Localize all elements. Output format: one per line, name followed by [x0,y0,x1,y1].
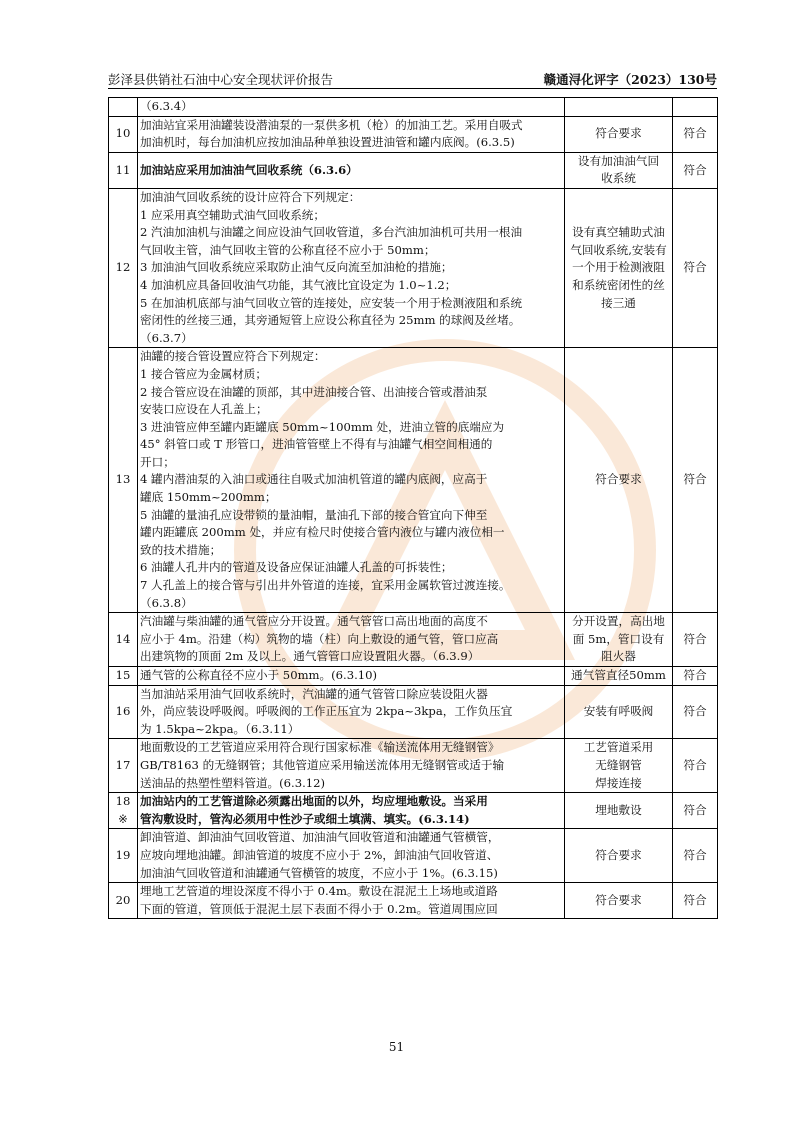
item-number: 20 [109,883,138,919]
requirement-line: 6 油罐人孔井内的管道及设备应保证油罐人孔盖的可拆装性； [140,560,453,575]
actual-status-line: 符合要求 [595,472,642,487]
requirement-line: 7 人孔盖上的接合管与引出井外管道的连接，宜采用金属软管过渡连接。 [140,578,511,593]
actual-status-line: 和系统密闭性的丝 [572,277,665,292]
actual-status-cell [565,667,673,686]
requirement-line: 1 接合管应为金属材质； [140,366,267,381]
actual-status-cell [565,829,673,883]
requirement-line: 加油站应采用加油油气回收系统（6.3.6） [140,162,358,177]
requirement-cell [138,667,565,686]
item-number: 11 [109,152,138,188]
requirement-line: 出建筑物的顶面 2m 及以上。通气管管口应设置阻火器。（6.3.9） [140,649,480,664]
item-number [109,98,138,117]
requirement-line: 3 加油油气回收系统应采取防止油气反向流至加油枪的措施； [140,260,453,275]
table-row [109,829,718,883]
actual-status-cell [565,98,673,117]
actual-status-line: 符合要求 [595,892,642,907]
item-number: 19 [109,829,138,883]
requirement-line: 应小于 4m。沿建（构）筑物的墙（柱）向上敷设的通气管，管口应高 [140,631,499,646]
requirement-line: （6.3.8） [140,595,193,610]
actual-status-line: 焊接连接 [595,775,642,790]
requirement-line: 加油站宜采用油罐装设潜油泵的一泵供多机（枪）的加油工艺。采用自吸式 [140,117,523,132]
actual-status-cell [565,188,673,347]
table-body [109,98,718,919]
actual-status-line: 通气管直径50mm [571,668,666,682]
requirement-line: 1 应采用真空辅助式油气回收系统； [140,207,325,222]
requirement-cell [138,829,565,883]
actual-status-line: 一个用于检测液阻 [572,260,665,275]
requirement-cell [138,739,565,793]
requirement-line: 送油品的热塑性塑料管道。(6.3.12) [140,775,326,790]
actual-status-line: 面 5m，管口设有 [572,631,665,646]
requirement-line: 应坡向埋地油罐。卸油管道的坡度不应小于 2%，卸油油气回收管道、 [140,847,499,862]
report-title: 彭泽县供销社石油中心安全现状评价报告 [108,72,334,87]
actual-status-line: 气回收系统,安装有 [570,242,667,257]
actual-status-line: 埋地敷设 [595,802,642,817]
requirement-line: 4 加油机应具备回收油气功能，其气液比宜设定为 1.0~1.2； [140,277,457,292]
item-number: 18※ [109,793,138,829]
requirement-line: 加油站内的工艺管道除必须露出地面的以外，均应埋地敷设。当采用 [140,794,488,809]
requirement-line: （6.3.7） [140,330,193,345]
requirement-cell [138,883,565,919]
requirement-line: 卸油管道、卸油油气回收管道、加油油气回收管道和油罐通气管横管， [140,830,500,845]
result-cell: 符合 [673,116,718,152]
actual-status-line: 阻火器 [601,649,636,664]
requirement-line: 2 接合管应设在油罐的顶部，其中进油接合管、出油接合管或潜油泵 [140,384,488,399]
item-number: 17 [109,739,138,793]
requirement-line: 45° 斜管口或 T 形管口，进油管管壁上不得有与油罐气相空间相通的 [140,437,493,452]
table-row [109,883,718,919]
requirement-line: 3 进油管应伸至罐内距罐底 50mm~100mm 处，进油立管的底端应为 [140,419,505,434]
requirement-line: （6.3.4） [140,99,193,113]
actual-status-line: 工艺管道采用 [583,740,654,755]
requirement-cell [138,348,565,613]
actual-status-cell [565,793,673,829]
result-cell [673,98,718,117]
actual-status-line: 接三通 [601,295,636,310]
requirement-line: 外，尚应装设呼吸阀。呼吸阀的工作正压宜为 2kpa~3kpa，工作负压宜 [140,704,513,719]
requirement-cell [138,613,565,667]
table-row [109,793,718,829]
requirement-cell [138,685,565,739]
requirement-line: 加油油气回收管道和油罐通气管横管的坡度，不应小于 1%。(6.3.15) [140,865,498,880]
requirement-line: 汽油罐与柴油罐的通气管应分开设置。通气管管口高出地面的高度不 [140,614,488,629]
requirement-line: 安装口应设在人孔盖上； [140,402,268,417]
inspection-table [108,97,718,919]
table-row [109,98,718,117]
result-cell: 符合 [673,188,718,347]
result-cell: 符合 [673,883,718,919]
requirement-cell [138,152,565,188]
requirement-line: 加油油气回收系统的设计应符合下列规定： [140,189,361,204]
requirement-line: 罐内距罐底 200mm 处，并应有检尺时使接合管内液位与罐内液位相一 [140,525,505,540]
actual-status-cell [565,739,673,793]
item-number: 12 [109,188,138,347]
item-number: 10 [109,116,138,152]
table-row [109,116,718,152]
requirement-line: 埋地工艺管道的埋设深度不得小于 0.4m。敷设在混泥土上场地或道路 [140,884,498,899]
actual-status-line: 设有真空辅助式油 [572,225,665,240]
table-row [109,739,718,793]
requirement-line: 致的技术措施； [140,542,222,557]
requirement-cell [138,116,565,152]
requirement-line: 下面的管道，管顶低于混泥土层下表面不得小于 0.2m。管道周围应回 [140,901,498,916]
result-cell: 符合 [673,152,718,188]
actual-status-cell [565,883,673,919]
requirement-cell [138,98,565,117]
item-number: 15 [109,667,138,686]
requirement-line: 5 油罐的量油孔应设带锁的量油帽，量油孔下部的接合管宜向下伸至 [140,507,488,522]
actual-status-cell [565,613,673,667]
page-number: 51 [388,1040,405,1054]
table-row [109,685,718,739]
requirement-line: 地面敷设的工艺管道应采用符合现行国家标准《输送流体用无缝钢管》 [140,740,500,755]
table-row [109,667,718,686]
actual-status-line: 符合要求 [595,847,642,862]
requirement-line: 管沟敷设时，管沟必须用中性沙子或细土填满、填实。(6.3.14) [140,811,470,826]
actual-status-line: 分开设置，高出地 [572,614,665,629]
table-row [109,613,718,667]
requirement-line: 为 1.5kpa~2kpa。（6.3.11） [140,721,300,736]
actual-status-cell [565,685,673,739]
result-cell: 符合 [673,348,718,613]
actual-status-line: 收系统 [601,171,636,186]
actual-status-cell [565,348,673,613]
result-cell: 符合 [673,829,718,883]
requirement-line: 密闭性的丝接三通，其旁通短管上应设公称直径为 25mm 的球阀及丝堵。 [140,313,521,328]
result-cell: 符合 [673,739,718,793]
requirement-line: 开口； [140,454,175,469]
actual-status-line: 无缝钢管 [595,757,642,772]
result-cell: 符合 [673,685,718,739]
result-cell: 符合 [673,793,718,829]
requirement-line: 4 罐内潜油泵的入油口或通往自吸式加油机管道的罐内底阀，应高于 [140,472,488,487]
result-cell: 符合 [673,667,718,686]
table-row [109,152,718,188]
table-row [109,348,718,613]
item-number: 14 [109,613,138,667]
requirement-line: 5 在加油机底部与油气回收立管的连接处，应安装一个用于检测液阻和系统 [140,295,523,310]
requirement-line: GB/T8163 的无缝钢管；其他管道应采用输送流体用无缝钢管或适于输 [140,757,505,772]
result-cell: 符合 [673,613,718,667]
requirement-cell [138,793,565,829]
requirement-line: 罐底 150mm~200mm； [140,490,277,505]
requirement-line: 通气管的公称直径不应小于 50mm。(6.3.10) [140,668,378,682]
item-number: 13 [109,348,138,613]
requirement-line: 当加油站采用油气回收系统时，汽油罐的通气管管口除应装设阻火器 [140,686,488,701]
table-row [109,188,718,347]
requirement-cell [138,188,565,347]
page-header [108,68,717,89]
document-number: 赣通浔化评字（2023）130号 [543,72,717,87]
requirement-line: 加油机时，每台加油机应按加油品种单独设置进油管和罐内底阀。(6.3.5) [140,135,515,150]
actual-status-line: 设有加油油气回 [577,153,660,168]
actual-status-cell [565,152,673,188]
actual-status-line: 安装有呼吸阀 [583,704,654,719]
item-number: 16 [109,685,138,739]
requirement-line: 气回收主管，油气回收主管的公称直径不应小于 50mm； [140,242,436,257]
requirement-line: 2 汽油加油机与油罐之间应设油气回收管道，多台汽油加油机可共用一根油 [140,225,523,240]
actual-status-cell [565,116,673,152]
requirement-line: 油罐的接合管设置应符合下列规定： [140,349,326,364]
actual-status-line: 符合要求 [595,126,642,141]
